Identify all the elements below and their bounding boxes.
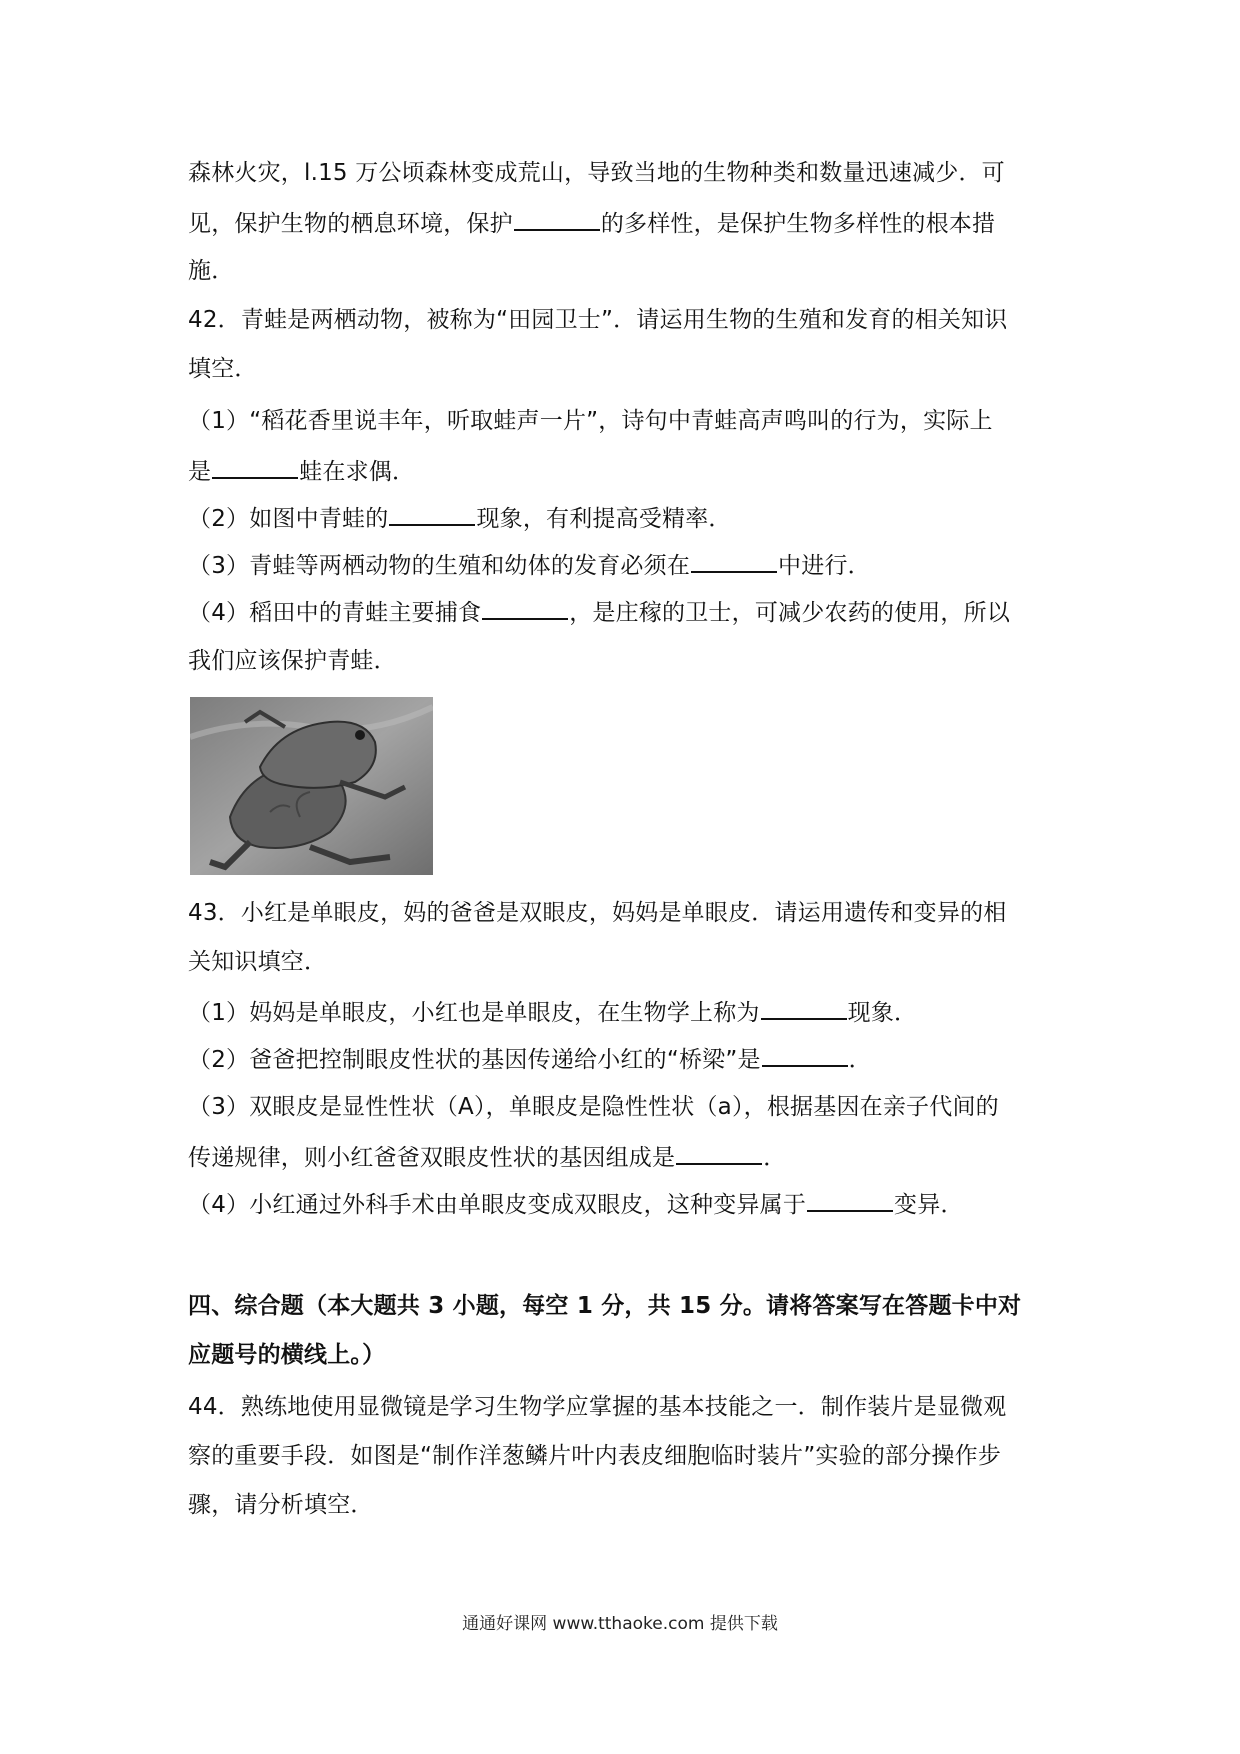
text-segment: 察的重要手段．如图是“制作洋葱鳞片叶内表皮细胞临时装片”实验的部分操作步 [188, 1443, 1002, 1469]
text-segment: ，是庄稼的卫士，可减少农药的使用，所以 [569, 600, 1011, 626]
text-segment: 传递规律，则小红爸爸双眼皮性状的基因组成是 [188, 1145, 676, 1171]
answer-blank[interactable] [762, 1043, 848, 1067]
answer-blank[interactable] [482, 596, 568, 620]
answer-blank[interactable] [212, 455, 298, 479]
text-segment: （4）稻田中的青蛙主要捕食 [188, 600, 482, 626]
text-segment: （3）青蛙等两栖动物的生殖和幼体的发育必须在 [188, 553, 691, 579]
text-line [188, 1291, 1068, 1321]
text-line [188, 354, 1068, 384]
text-segment: （1）“稻花香里说丰年，听取蛙声一片”，诗句中青蛙高声鸣叫的行为，实际上 [188, 408, 993, 434]
text-line [188, 596, 1068, 628]
frog-photo [190, 697, 433, 875]
text-segment: （2）爸爸把控制眼皮性状的基因传递给小红的“桥梁”是 [188, 1047, 761, 1073]
text-segment: 施． [188, 258, 235, 284]
text-segment: 变异． [894, 1192, 964, 1218]
text-segment: （1）妈妈是单眼皮，小红也是单眼皮，在生物学上称为 [188, 1000, 760, 1026]
text-segment: 我们应该保护青蛙． [188, 648, 397, 674]
text-line [188, 256, 1068, 286]
text-line [188, 996, 1068, 1028]
text-line [188, 549, 1068, 581]
text-line [188, 898, 1068, 928]
frog-icon [190, 697, 433, 875]
text-line [188, 646, 1068, 676]
text-segment: 43．小红是单眼皮，妈的爸爸是双眼皮，妈妈是单眼皮．请运用遗传和变异的相 [188, 900, 1007, 926]
text-segment: 森林火灾，l.15 万公顷森林变成荒山，导致当地的生物种类和数量迅速减少．可 [188, 160, 1005, 186]
text-line [188, 1392, 1068, 1422]
text-segment: 填空． [188, 356, 258, 382]
text-line [188, 158, 1068, 188]
text-line [188, 1043, 1068, 1075]
text-segment: 骤，请分析填空． [188, 1492, 374, 1518]
text-segment: （4）小红通过外科手术由单眼皮变成双眼皮，这种变异属于 [188, 1192, 807, 1218]
text-segment: 四、综合题（本大题共 3 小题，每空 1 分，共 15 分。请将答案写在答题卡中对 [188, 1293, 1022, 1319]
answer-blank[interactable] [514, 207, 600, 231]
answer-blank[interactable] [761, 996, 847, 1020]
text-line [188, 1141, 1068, 1173]
text-segment: ． [848, 1047, 872, 1073]
text-segment: 44．熟练地使用显微镜是学习生物学应掌握的基本技能之一．制作装片是显微观 [188, 1394, 1007, 1420]
answer-blank[interactable] [389, 502, 475, 526]
text-line [188, 406, 1068, 436]
answer-blank[interactable] [807, 1188, 893, 1212]
text-line [188, 1441, 1068, 1471]
text-line [188, 1092, 1068, 1122]
text-line [188, 305, 1068, 335]
text-segment: 现象． [847, 1000, 918, 1026]
text-line [188, 1490, 1068, 1520]
answer-blank[interactable] [676, 1141, 762, 1165]
text-segment: 现象，有利提高受精率． [476, 506, 732, 532]
text-segment: 关知识填空． [188, 949, 328, 975]
text-line [188, 502, 1068, 534]
text-line [188, 947, 1068, 977]
page-footer: 通通好课网 www.tthaoke.com 提供下载 [462, 1614, 778, 1634]
text-segment: 是 [188, 459, 212, 485]
text-segment: 中进行． [778, 553, 871, 579]
text-segment: 42．青蛙是两栖动物，被称为“田园卫士”．请运用生物的生殖和发育的相关知识 [188, 307, 1008, 333]
answer-blank[interactable] [691, 549, 777, 573]
text-segment: （3）双眼皮是显性性状（A），单眼皮是隐性性状（a），根据基因在亲子代间的 [188, 1094, 999, 1120]
text-segment: 的多样性，是保护生物多样性的根本措 [600, 211, 996, 237]
text-segment: ． [763, 1145, 787, 1171]
text-segment: 见，保护生物的栖息环境，保护 [188, 211, 513, 237]
text-segment: 蛙在求偶． [299, 459, 416, 485]
text-line [188, 207, 1068, 239]
text-segment: 应题号的横线上。） [188, 1342, 386, 1368]
text-line [188, 1340, 1068, 1370]
text-line [188, 1188, 1068, 1220]
text-line [188, 455, 1068, 487]
text-segment: （2）如图中青蛙的 [188, 506, 389, 532]
